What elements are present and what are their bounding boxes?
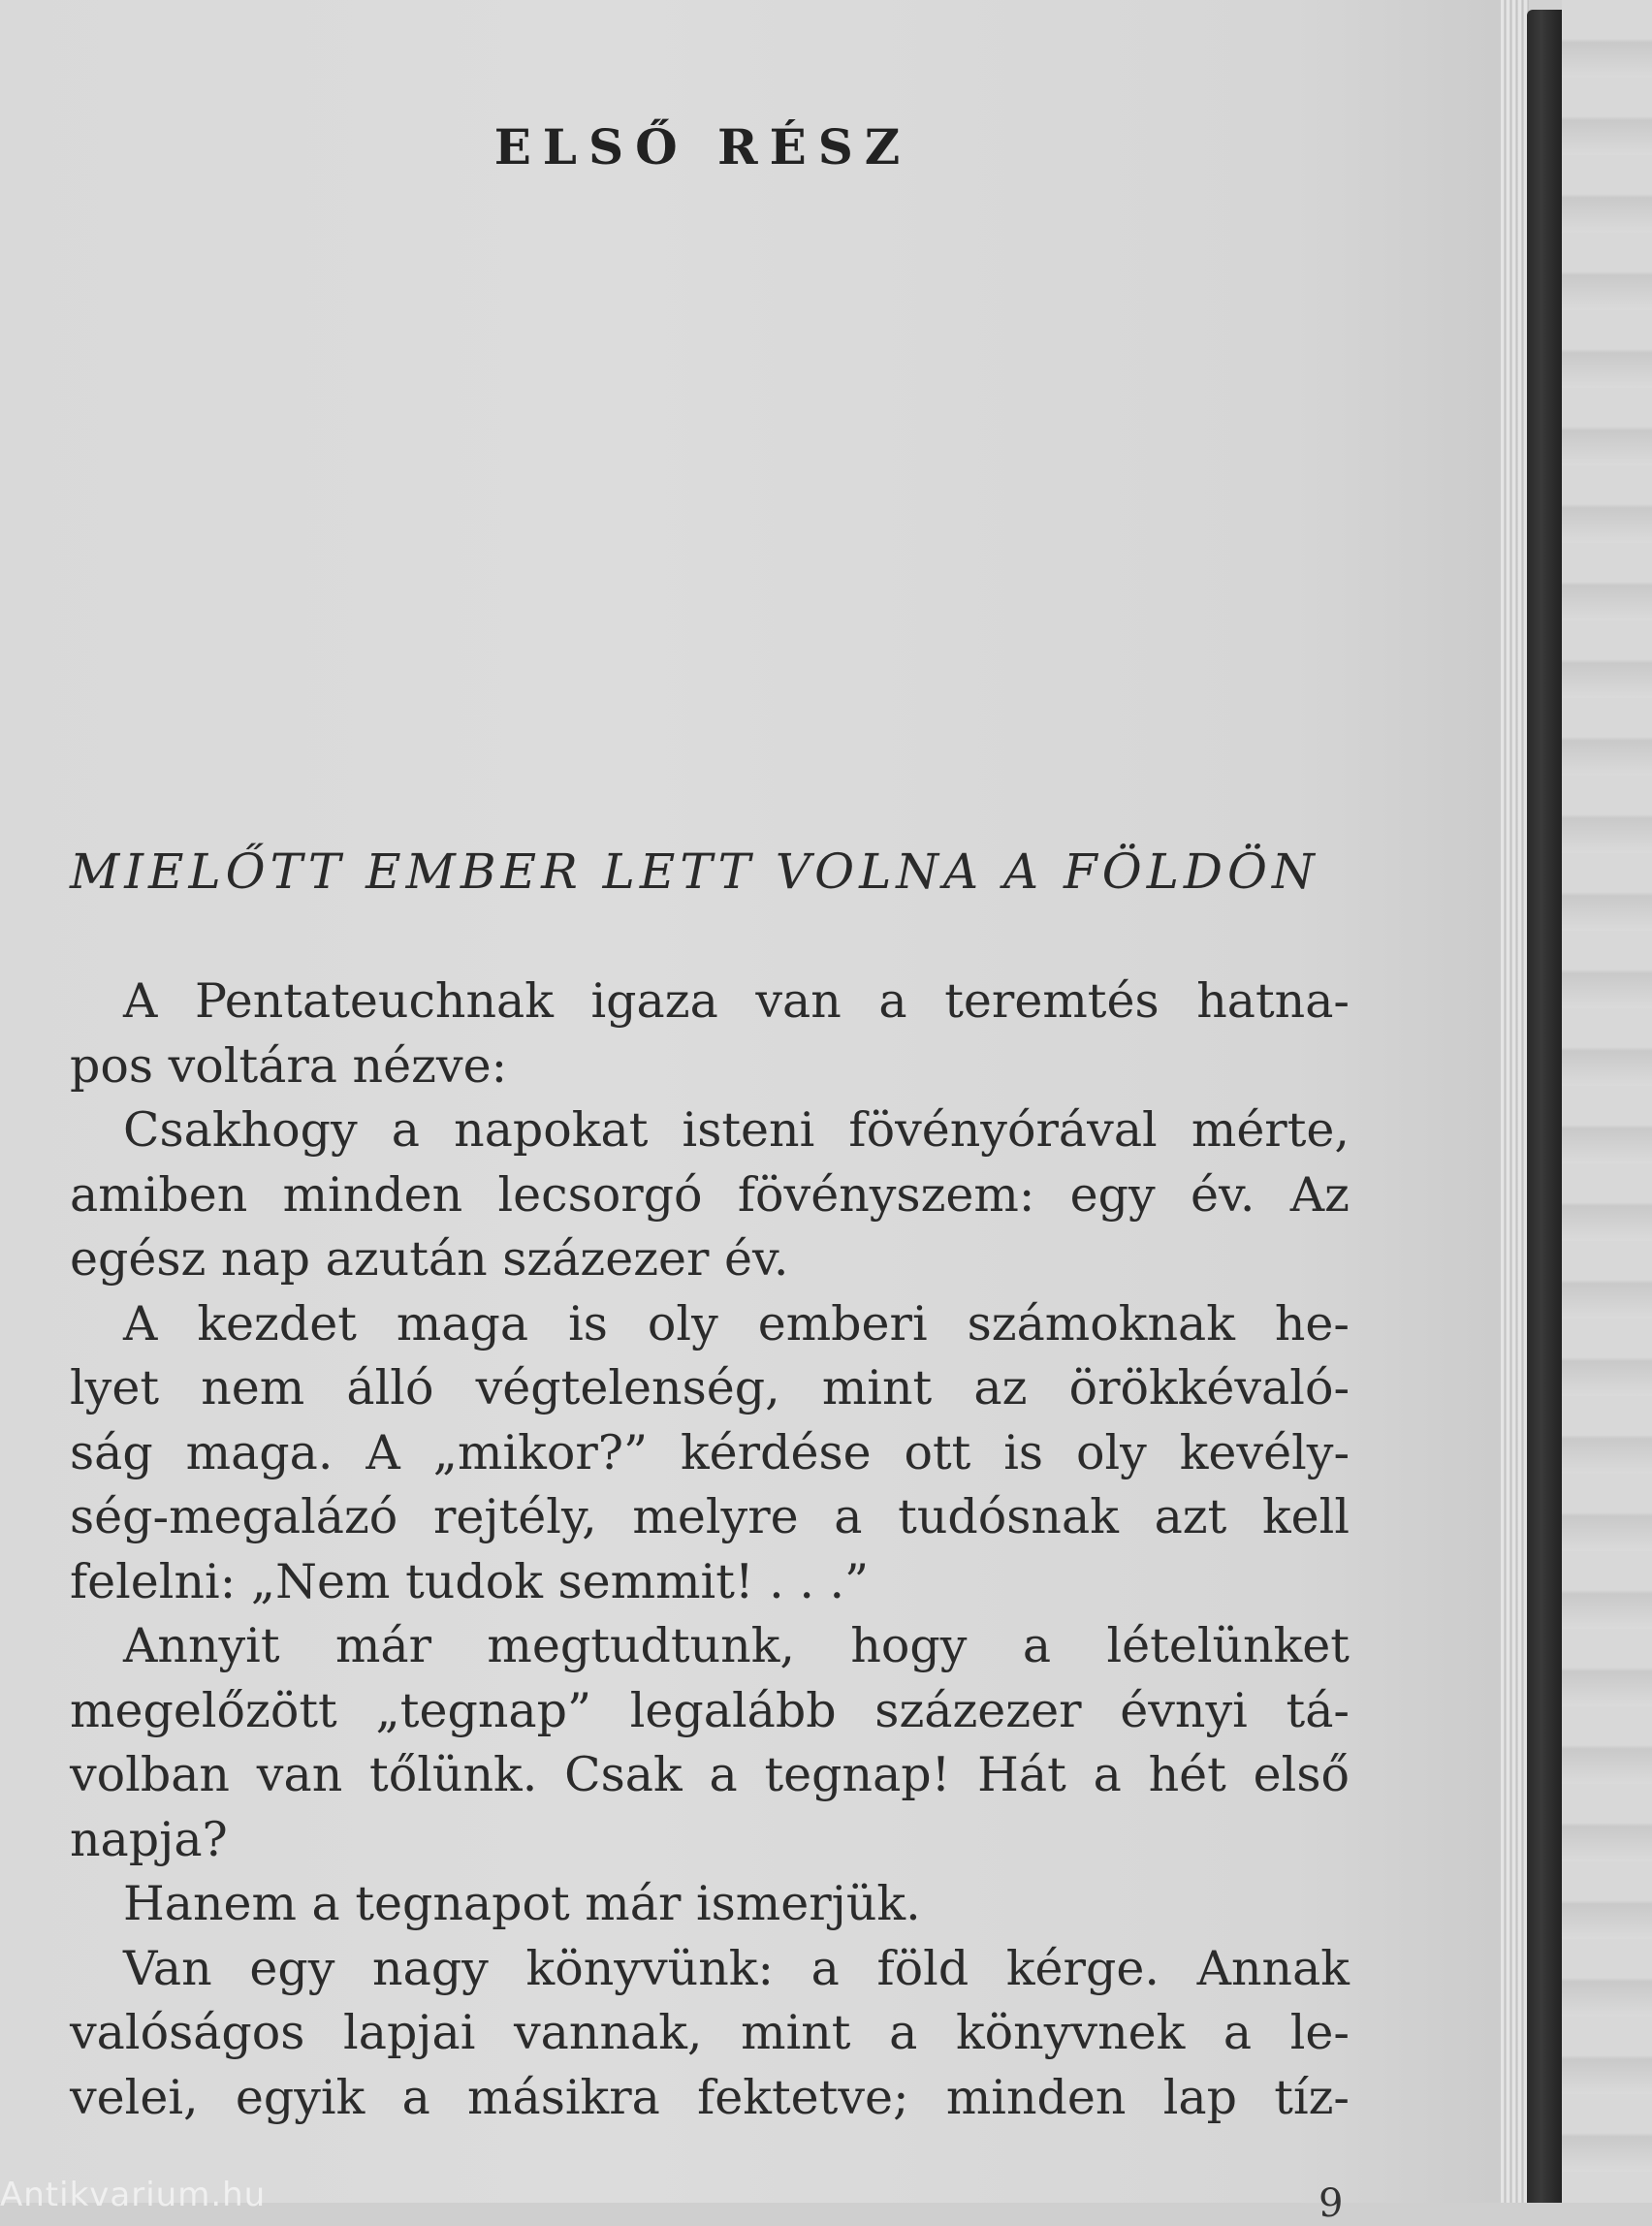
text-line: lyet nem álló végtelenség, mint az örökkévaló- — [70, 1360, 1350, 1415]
table-surface — [1562, 0, 1652, 2203]
book-cover-edge — [1527, 10, 1562, 2203]
text-line: Van egy nagy könyvünk: a föld kérge. Annak — [123, 1940, 1350, 1996]
part-title: ELSŐ RÉSZ — [493, 118, 912, 175]
text-line: Csakhogy a napokat isteni fövényórával mérte, — [123, 1102, 1350, 1158]
text-line: valóságos lapjai vannak, mint a könyvnek a le- — [70, 2005, 1350, 2060]
body-text — [70, 970, 1350, 2130]
text-line: volban van tőlünk. Csak a tegnap! Hát a hét első — [70, 1747, 1350, 1802]
paragraph — [70, 1872, 1350, 1937]
paragraph — [70, 1098, 1350, 1292]
text-line: napja? — [70, 1811, 228, 1867]
page-number: 9 — [1318, 2181, 1344, 2226]
text-line: ság maga. A „mikor?” kérdése ott is oly kevély- — [70, 1424, 1350, 1480]
page-edges — [1501, 0, 1530, 2203]
text-line: amiben minden lecsorgó fövényszem: egy év. Az — [70, 1166, 1350, 1223]
paragraph — [70, 1292, 1350, 1615]
paragraph — [70, 970, 1350, 1098]
text-line: ség-megalázó rejtély, melyre a tudósnak azt kell — [70, 1489, 1350, 1544]
text-line: megelőzött „tegnap” legalább százezer évnyi tá- — [70, 1682, 1350, 1738]
text-line: Hanem a tegnapot már ismerjük. — [123, 1876, 921, 1931]
chapter-title: MIELŐTT EMBER LETT VOLNA A FÖLDÖN — [70, 843, 1319, 900]
text-line: A kezdet maga is oly emberi számoknak he- — [123, 1295, 1350, 1352]
text-line: A Pentateuchnak igaza van a teremtés hatna- — [123, 973, 1350, 1029]
paragraph — [70, 1937, 1350, 2131]
text-line: pos voltára nézve: — [70, 1037, 508, 1094]
text-line: felelni: „Nem tudok semmit! . . .” — [70, 1553, 870, 1609]
text-line: velei, egyik a másikra fektetve; minden lap tíz- — [70, 2069, 1350, 2125]
text-line: egész nap azután százezer év. — [70, 1231, 789, 1287]
text-line: Annyit már megtudtunk, hogy a lételünket — [123, 1618, 1350, 1673]
paragraph — [70, 1614, 1350, 1872]
watermark: Antikvarium.hu — [0, 2176, 267, 2214]
